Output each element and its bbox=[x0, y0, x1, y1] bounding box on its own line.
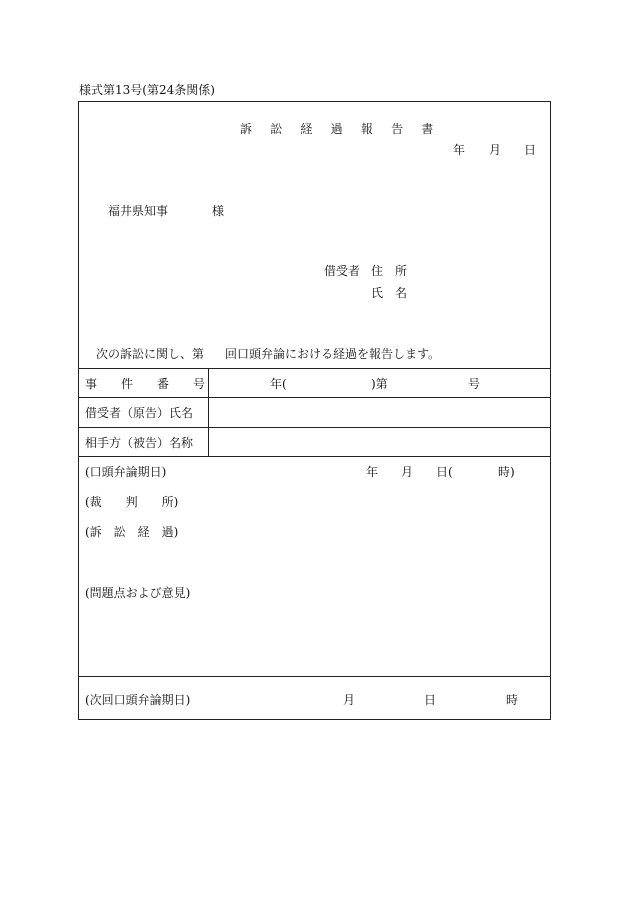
date-month: 月 bbox=[489, 143, 502, 157]
divider bbox=[79, 456, 550, 457]
progress-label: (訴 訟 経 過) bbox=[85, 525, 179, 539]
hearing-day: 日( bbox=[436, 465, 453, 479]
form-title: 訴 訟 経 過 報 告 書 bbox=[240, 122, 441, 136]
hearing-date-label: (口頭弁論期日) bbox=[85, 465, 167, 479]
hearing-month: 月 bbox=[401, 465, 414, 479]
addressee: 福井県知事 bbox=[108, 204, 169, 218]
report-form bbox=[78, 101, 551, 720]
divider bbox=[79, 397, 550, 398]
statement-before: 次の訴訟に関し、第 bbox=[96, 347, 205, 361]
date-year: 年 bbox=[453, 143, 466, 157]
statement-after: 回口頭弁論における経過を報告します。 bbox=[225, 347, 441, 361]
plaintiff-label: 借受者（原告）氏名 bbox=[85, 406, 194, 420]
date-day: 日 bbox=[524, 143, 537, 157]
name-label: 氏 名 bbox=[371, 286, 408, 300]
case-number-label: 事 件 番 号 bbox=[85, 377, 206, 391]
hearing-year: 年 bbox=[366, 465, 379, 479]
divider bbox=[79, 368, 550, 369]
issues-label: (問題点および意見) bbox=[85, 586, 191, 600]
divider bbox=[79, 427, 550, 428]
case-dai: )第 bbox=[371, 377, 388, 391]
honorific: 様 bbox=[212, 204, 225, 218]
address-label: 住 所 bbox=[371, 264, 408, 278]
divider bbox=[79, 676, 550, 677]
case-go: 号 bbox=[468, 377, 481, 391]
next-hearing-time: 時 bbox=[506, 693, 519, 707]
borrower-label: 借受者 bbox=[324, 264, 361, 278]
hearing-time: 時) bbox=[498, 465, 515, 479]
form-number: 様式第13号(第24条関係) bbox=[79, 83, 215, 97]
next-hearing-month: 月 bbox=[343, 693, 356, 707]
case-year: 年( bbox=[270, 377, 287, 391]
court-label: (裁 判 所) bbox=[85, 495, 179, 509]
column-divider bbox=[208, 368, 209, 456]
next-hearing-day: 日 bbox=[424, 693, 437, 707]
defendant-label: 相手方（被告）名称 bbox=[85, 436, 194, 450]
next-hearing-label: (次回口頭弁論期日) bbox=[85, 693, 191, 707]
